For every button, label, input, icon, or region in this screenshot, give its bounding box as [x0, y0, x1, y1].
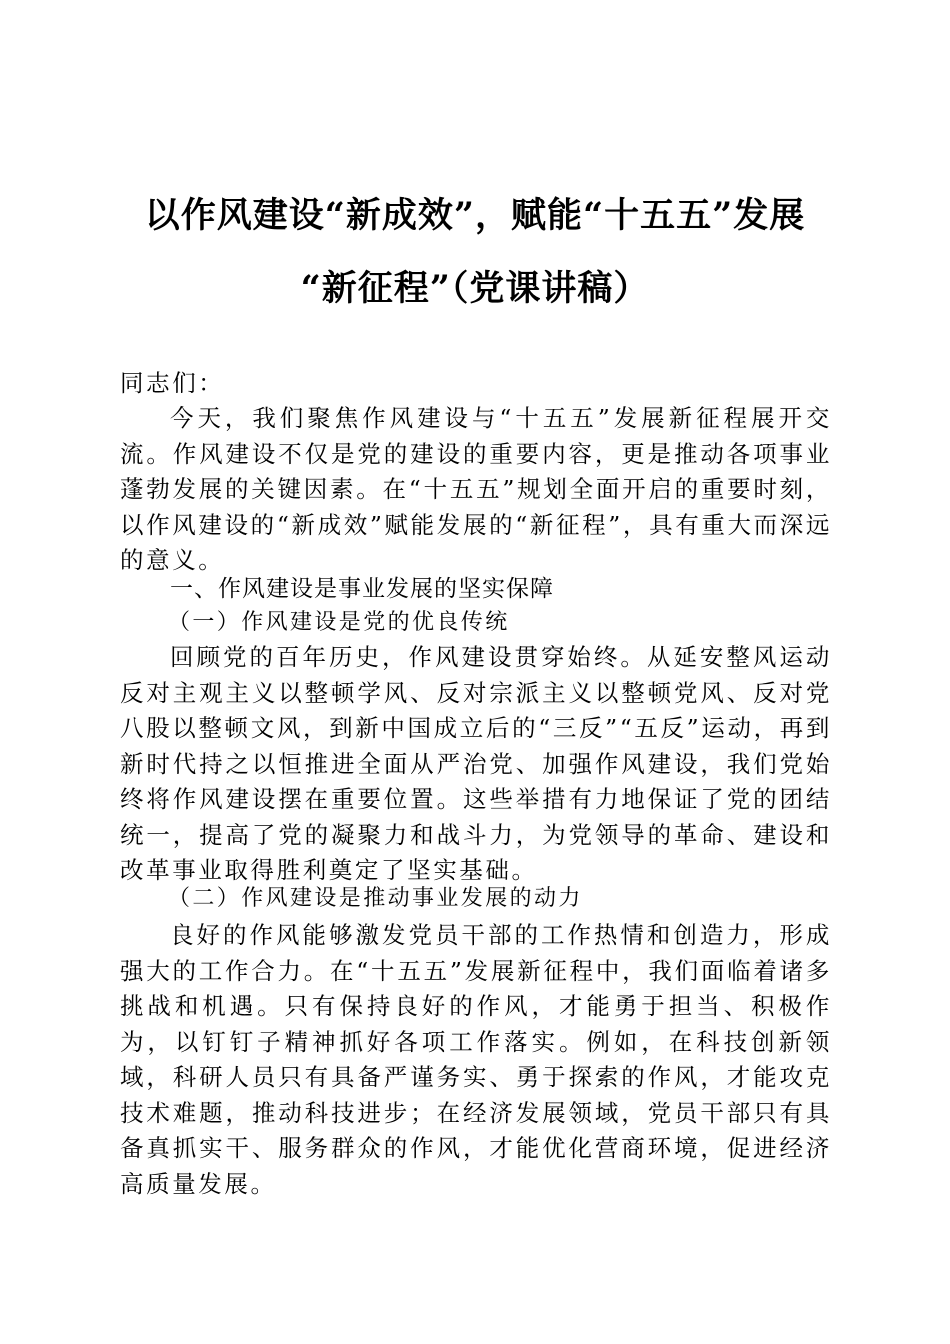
subsection-1-paragraph: 回顾党的百年历史，作风建设贯穿始终。从延安整风运动反对主观主义以整顿学风、反对宗派主义以整顿党风、反对党八股以整顿文风，到新中国成立后的“三反”“五反”运动，再到新时代持之以恒推进全面从严治党、加强作风建设，我们党始终将作风建设摆在重要位置。这些举措有力地保证了党的团结统一，提高了党的凝聚力和战斗力，为党领导的革命、建设和改革事业取得胜利奠定了坚实基础。 — [120, 643, 832, 884]
section-1-heading: 一、作风建设是事业发展的坚实保障 — [170, 576, 554, 602]
subsection-1-heading: （一）作风建设是党的优良传统 — [168, 610, 510, 635]
intro-paragraph: 今天，我们聚焦作风建设与“十五五”发展新征程展开交流。作风建设不仅是党的建设的重要内容，更是推动各项事业蓬勃发展的关键因素。在“十五五”规划全面开启的重要时刻，以作风建设的“新成效”赋能发展的“新征程”，具有重大而深远的意义。 — [120, 404, 832, 574]
document-title-line-1: 以作风建设“新成效”，赋能“十五五”发展 — [144, 195, 806, 236]
salutation: 同志们： — [120, 369, 225, 397]
subsection-2-heading: （二）作风建设是推动事业发展的动力 — [168, 886, 583, 911]
document-title-line-2: “新征程”（党课讲稿） — [300, 268, 650, 309]
subsection-2-paragraph: 良好的作风能够激发党员干部的工作热情和创造力，形成强大的工作合力。在“十五五”发展新征程中，我们面临着诸多挑战和机遇。只有保持良好的作风，才能勇于担当、积极作为，以钉钉子精神抓好各项工作落实。例如，在科技创新领域，科研人员只有具备严谨务实、勇于探索的作风，才能攻克技术难题，推动科技进步；在经济发展领域，党员干部只有具备真抓实干、服务群众的作风，才能优化营商环境，促进经济高质量发展。 — [120, 921, 832, 1198]
